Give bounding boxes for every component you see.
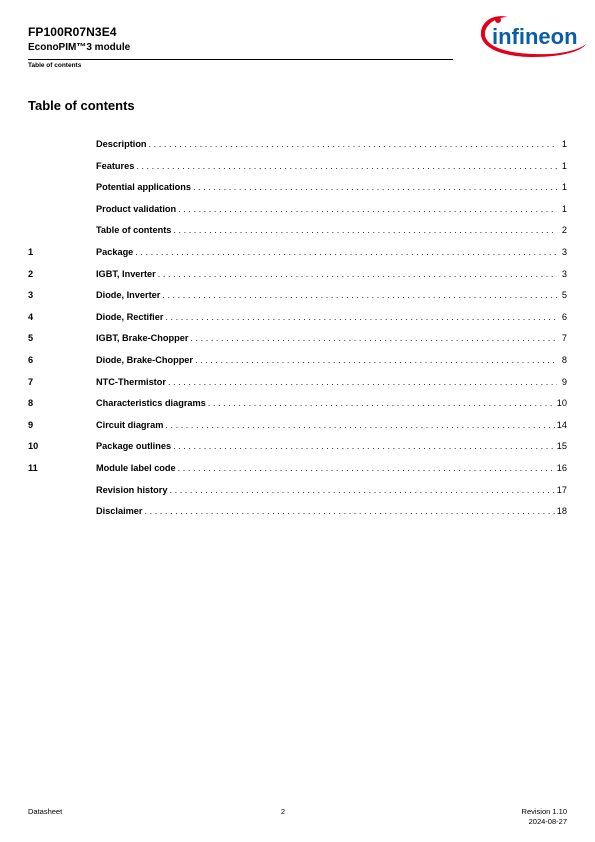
footer-doc-type: Datasheet — [28, 807, 63, 816]
toc-list — [28, 136, 567, 525]
toc-entry-features[interactable] — [28, 158, 567, 180]
document-title: FP100R07N3E4 — [28, 25, 117, 39]
toc-entry-label[interactable]: Revision history — [96, 484, 168, 495]
toc-entry-ntc-thermistor[interactable] — [28, 374, 567, 396]
toc-leader-dots — [165, 417, 554, 433]
toc-entry-page[interactable]: 1 — [561, 203, 567, 214]
header-divider — [28, 59, 453, 60]
toc-entry-page[interactable]: 1 — [561, 139, 567, 149]
toc-entry-page[interactable]: 1 — [561, 160, 567, 171]
document-subtitle: EconoPIM™3 module — [28, 42, 131, 53]
logo-dot — [495, 17, 501, 23]
toc-entry-igbt-brake-chopper[interactable] — [28, 330, 567, 352]
toc-heading: Table of contents — [28, 98, 135, 113]
toc-entry-page[interactable]: 14 — [556, 419, 567, 430]
toc-entry-label[interactable]: Diode, Rectifier — [96, 311, 164, 322]
toc-entry-label[interactable]: Disclaimer — [96, 506, 143, 517]
toc-entry-page[interactable]: 8 — [561, 354, 567, 365]
toc-entry-page[interactable]: 9 — [561, 376, 567, 387]
toc-entry-page[interactable]: 17 — [556, 484, 567, 495]
footer-revision-block — [522, 807, 567, 827]
toc-entry-label[interactable]: Circuit diagram — [96, 419, 164, 430]
toc-leader-dots — [158, 266, 557, 282]
toc-entry-disclaimer[interactable] — [28, 503, 567, 525]
toc-entry-label[interactable]: Product validation — [96, 203, 177, 214]
logo-wordmark: infineon — [492, 24, 578, 49]
toc-entry-label[interactable]: Package outlines — [96, 441, 172, 452]
toc-entry-number: 2 — [28, 268, 34, 279]
toc-entry-package-outlines[interactable] — [28, 438, 567, 460]
toc-entry-page[interactable]: 2 — [561, 225, 567, 236]
toc-entry-diode-rectifier[interactable] — [28, 309, 567, 331]
toc-entry-description[interactable] — [28, 136, 567, 158]
footer-revision: Revision 1.10 — [521, 807, 567, 816]
toc-entry-number: 10 — [28, 441, 39, 452]
toc-leader-dots — [208, 395, 555, 411]
toc-entry-table-of-contents[interactable] — [28, 222, 567, 244]
footer-date: 2024-08-27 — [528, 817, 567, 826]
toc-entry-diode-inverter[interactable] — [28, 287, 567, 309]
toc-leader-dots — [195, 352, 557, 368]
toc-entry-number: 3 — [28, 290, 34, 301]
toc-entry-module-label-code[interactable] — [28, 460, 567, 482]
toc-entry-page[interactable]: 1 — [561, 182, 567, 193]
toc-entry-number: 8 — [28, 398, 34, 409]
toc-leader-dots — [168, 374, 557, 390]
toc-entry-package[interactable] — [28, 244, 567, 266]
toc-entry-page[interactable]: 6 — [561, 311, 567, 322]
toc-leader-dots — [135, 244, 557, 260]
toc-entry-product-validation[interactable] — [28, 201, 567, 223]
toc-entry-page[interactable]: 16 — [556, 462, 567, 473]
toc-entry-label[interactable]: Table of contents — [96, 225, 172, 236]
toc-entry-number: 7 — [28, 376, 34, 387]
toc-entry-number: 5 — [28, 333, 34, 344]
toc-entry-page[interactable]: 18 — [556, 506, 567, 517]
toc-leader-dots — [165, 309, 557, 325]
toc-entry-label[interactable]: Characteristics diagrams — [96, 398, 206, 409]
toc-entry-page[interactable]: 7 — [561, 333, 567, 344]
toc-entry-label[interactable]: Module label code — [96, 462, 176, 473]
toc-entry-number: 6 — [28, 354, 34, 365]
toc-entry-number: 1 — [28, 246, 34, 257]
toc-leader-dots — [136, 158, 557, 174]
toc-leader-dots — [190, 330, 557, 346]
toc-entry-label[interactable]: IGBT, Inverter — [96, 268, 156, 279]
toc-entry-diode-brake-chopper[interactable] — [28, 352, 567, 374]
toc-leader-dots — [169, 482, 554, 498]
toc-entry-number: 4 — [28, 311, 34, 322]
toc-entry-label[interactable]: NTC-Thermistor — [96, 376, 166, 387]
toc-leader-dots — [149, 136, 557, 152]
toc-entry-label[interactable]: Diode, Brake-Chopper — [96, 354, 193, 365]
toc-entry-circuit-diagram[interactable] — [28, 417, 567, 439]
toc-leader-dots — [144, 503, 554, 519]
toc-leader-dots — [193, 179, 557, 195]
toc-entry-page[interactable]: 3 — [561, 268, 567, 279]
toc-entry-page[interactable]: 10 — [556, 398, 567, 409]
toc-entry-label[interactable]: Package — [96, 246, 134, 257]
toc-entry-potential-applications[interactable] — [28, 179, 567, 201]
toc-entry-igbt-inverter[interactable] — [28, 266, 567, 288]
toc-leader-dots — [173, 438, 555, 454]
toc-entry-page[interactable]: 5 — [561, 290, 567, 301]
footer-page-number: 2 — [280, 807, 286, 816]
toc-entry-revision-history[interactable] — [28, 482, 567, 504]
toc-entry-number: 11 — [28, 462, 38, 473]
toc-entry-page[interactable]: 15 — [556, 441, 567, 452]
toc-entry-label[interactable]: Potential applications — [96, 182, 191, 193]
header-section-label: Table of contents — [28, 62, 82, 69]
toc-leader-dots — [178, 201, 557, 217]
toc-entry-number: 9 — [28, 419, 34, 430]
toc-entry-label[interactable]: Description — [96, 139, 147, 149]
toc-leader-dots — [173, 222, 557, 238]
toc-leader-dots — [178, 460, 555, 476]
toc-entry-label[interactable]: IGBT, Brake-Chopper — [96, 333, 189, 344]
toc-entry-label[interactable]: Diode, Inverter — [96, 290, 161, 301]
toc-leader-dots — [162, 287, 557, 303]
toc-entry-page[interactable]: 3 — [561, 246, 567, 257]
infineon-logo — [478, 11, 588, 59]
toc-entry-label[interactable]: Features — [96, 160, 135, 171]
toc-entry-characteristics-diagrams[interactable] — [28, 395, 567, 417]
